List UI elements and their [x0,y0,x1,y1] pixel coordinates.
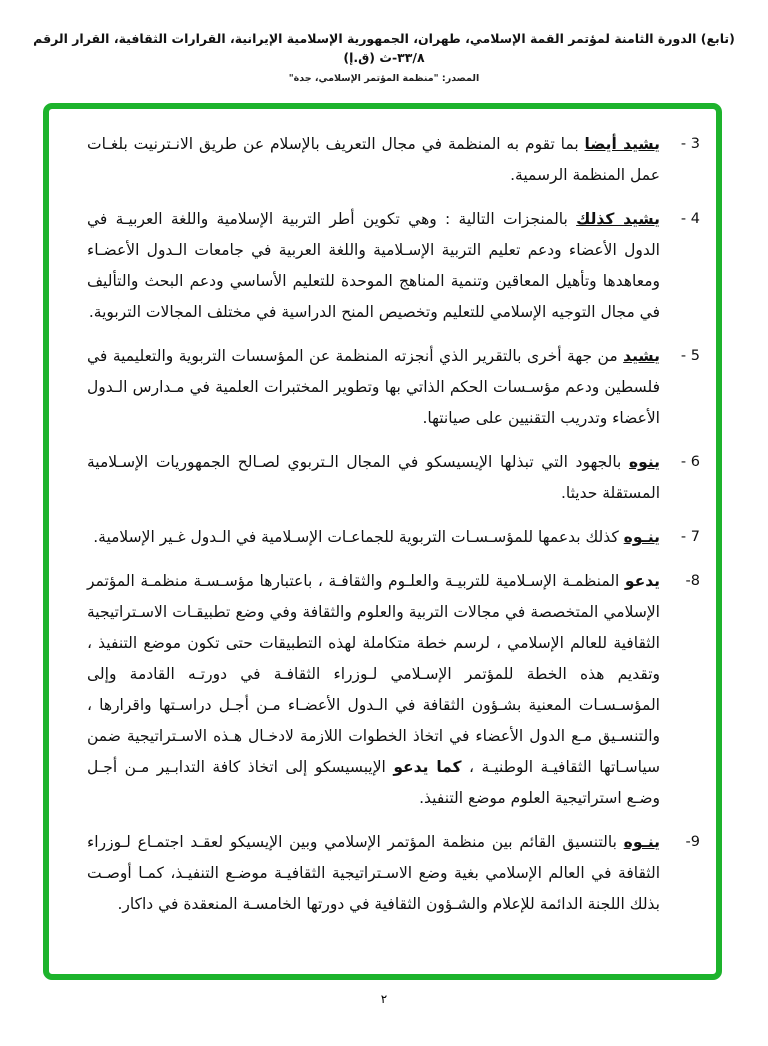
resolution-item-9 [87,827,700,920]
item-number: 6 - [680,454,700,470]
item-second-lead-word: كما يدعو [393,758,462,776]
green-border-box [43,103,722,980]
resolution-item-5 [87,341,700,434]
item-number: 4 - [680,211,700,227]
item-number: 9- [685,834,700,850]
item-body-text: بالجهود التي تبذلها الإيسيسكو في المجال الـتربوي لصـالح الجمهوريات الإسـلامية المستقلة حديثا. [87,453,660,502]
item-number: 5 - [680,348,700,364]
item-lead-word: يشيد [623,347,660,365]
page-header [30,30,738,84]
item-lead-word: يدعو [624,572,660,590]
item-number: 8- [685,573,700,589]
item-body-text: بالمنجزات التالية : وهي تكوين أطر التربية الإسلامية واللغة العربيـة في الدول الأعضاء ودعم تعليم التربية الإسـلامية واللغة العربية في جامعات الـدول الأعضـاء ومعاهدها وتأهيل المعاقين وتنمية المناهج الموحدة للتعليم الأساسي ودعم البحث والتأليف في مجال التوجيه الإسلامي للتعليم وتخصيص المنح الدراسية في مختلف المجالات التربوية. [87,210,660,321]
resolution-items [49,109,716,943]
item-body-text: بالتنسيق القائم بين منظمة المؤتمر الإسلامي وبين الإيسيكو لعقـد اجتمـاع لـوزراء الثقافة في العالم الإسلامي بغية وضع الاسـتراتيجية الثقافيـة موضـع التنفيـذ، كمـا أوصـت بذلك اللجنة الدائمة للإعلام والشـؤون الثقافية في دورتها الخامسـة المنعقدة في داكار. [87,833,660,913]
item-body-text: بما تقوم به المنظمة في مجال التعريف بالإسلام عن طريق الانـترنيت بلغـات عمل المنظمة الرسمية. [87,135,660,184]
item-number: 7 - [680,529,700,545]
item-lead-word: يشيد كذلك [576,210,660,228]
item-lead-word: ينوه [628,453,660,471]
item-body-text: كذلك بدعمها للمؤسـسـات التربوية للجماعـات الإسـلامية في الـدول غـير الإسلامية. [93,528,624,546]
resolution-item-7 [87,522,700,553]
item-lead-word: ينـوه [623,833,660,851]
header-source: المصدر: "منظمة المؤتمر الإسلامي، جدة" [288,72,480,84]
item-lead-word: ينـوه [623,528,660,546]
resolution-item-4 [87,204,700,328]
item-text [87,447,660,509]
resolution-item-6 [87,447,700,509]
header-title: (تابع) الدورة الثامنة لمؤتمر القمة الإسلامي، طهران، الجمهورية الإسلامية الإيرانية، القرارات الثقافية، القرار الرقم ٣٣/٨-ث (ق.إ) [33,31,735,65]
resolution-item-3 [87,129,700,191]
item-number: 3 - [680,136,700,152]
item-text [87,204,660,328]
item-body-text-2: الإيبسيسكو إلى اتخاذ كافة التدابـير مـن أجـل وضـع استراتيجية العلوم موضع التنفيذ. [87,758,660,807]
item-body-text: من جهة أخرى بالتقرير الذي أنجزته المنظمة عن المؤسسات التربوية والتعليمية في فلسطين ودعم مؤسـسات الحكم الذاتي بها وتطوير المختبرات العلمية في مـدارس الـدول الأعضاء وتدريب التقنيين على صيانتها. [87,347,660,427]
resolution-item-8 [87,566,700,814]
item-text [87,341,660,434]
item-text [87,129,660,191]
item-text [87,827,660,920]
item-text [87,566,660,814]
item-body-text: المنظمـة الإسـلامية للتربيـة والعلـوم والثقافـة ، باعتبارها مؤسـسـة منظمـة المؤتمر الإسلامي المتخصصة في مجالات التربية والعلوم والثقافة وفي وضع تطبيقـات الاسـتراتيجية الثقافية للعالم الإسلامي ، لرسم خطة متكاملة لهذه التطبيقات حتى تكون موضع التنفيذ ، وتقديم هذه الخطة للمؤتمر الإسـلامي لـوزراء الثقافـة في دورتـه القادمة وإلى المؤسـسـات المعنية بشـؤون الثقافة في الـدول الأعضـاء مـن أجـل دراسـتها واقرارها ، والتنسـيق مـع الدول الأعضاء في اتخاذ الخطوات اللازمة لادخـال هـذه الاسـتراتيجية ضمن سياسـاتها الثقافيـة الوطنيـة ، [87,572,660,776]
page-number: ٢ [380,992,388,1006]
item-lead-word: يشيد أيضا [584,135,661,153]
item-text [87,522,660,553]
